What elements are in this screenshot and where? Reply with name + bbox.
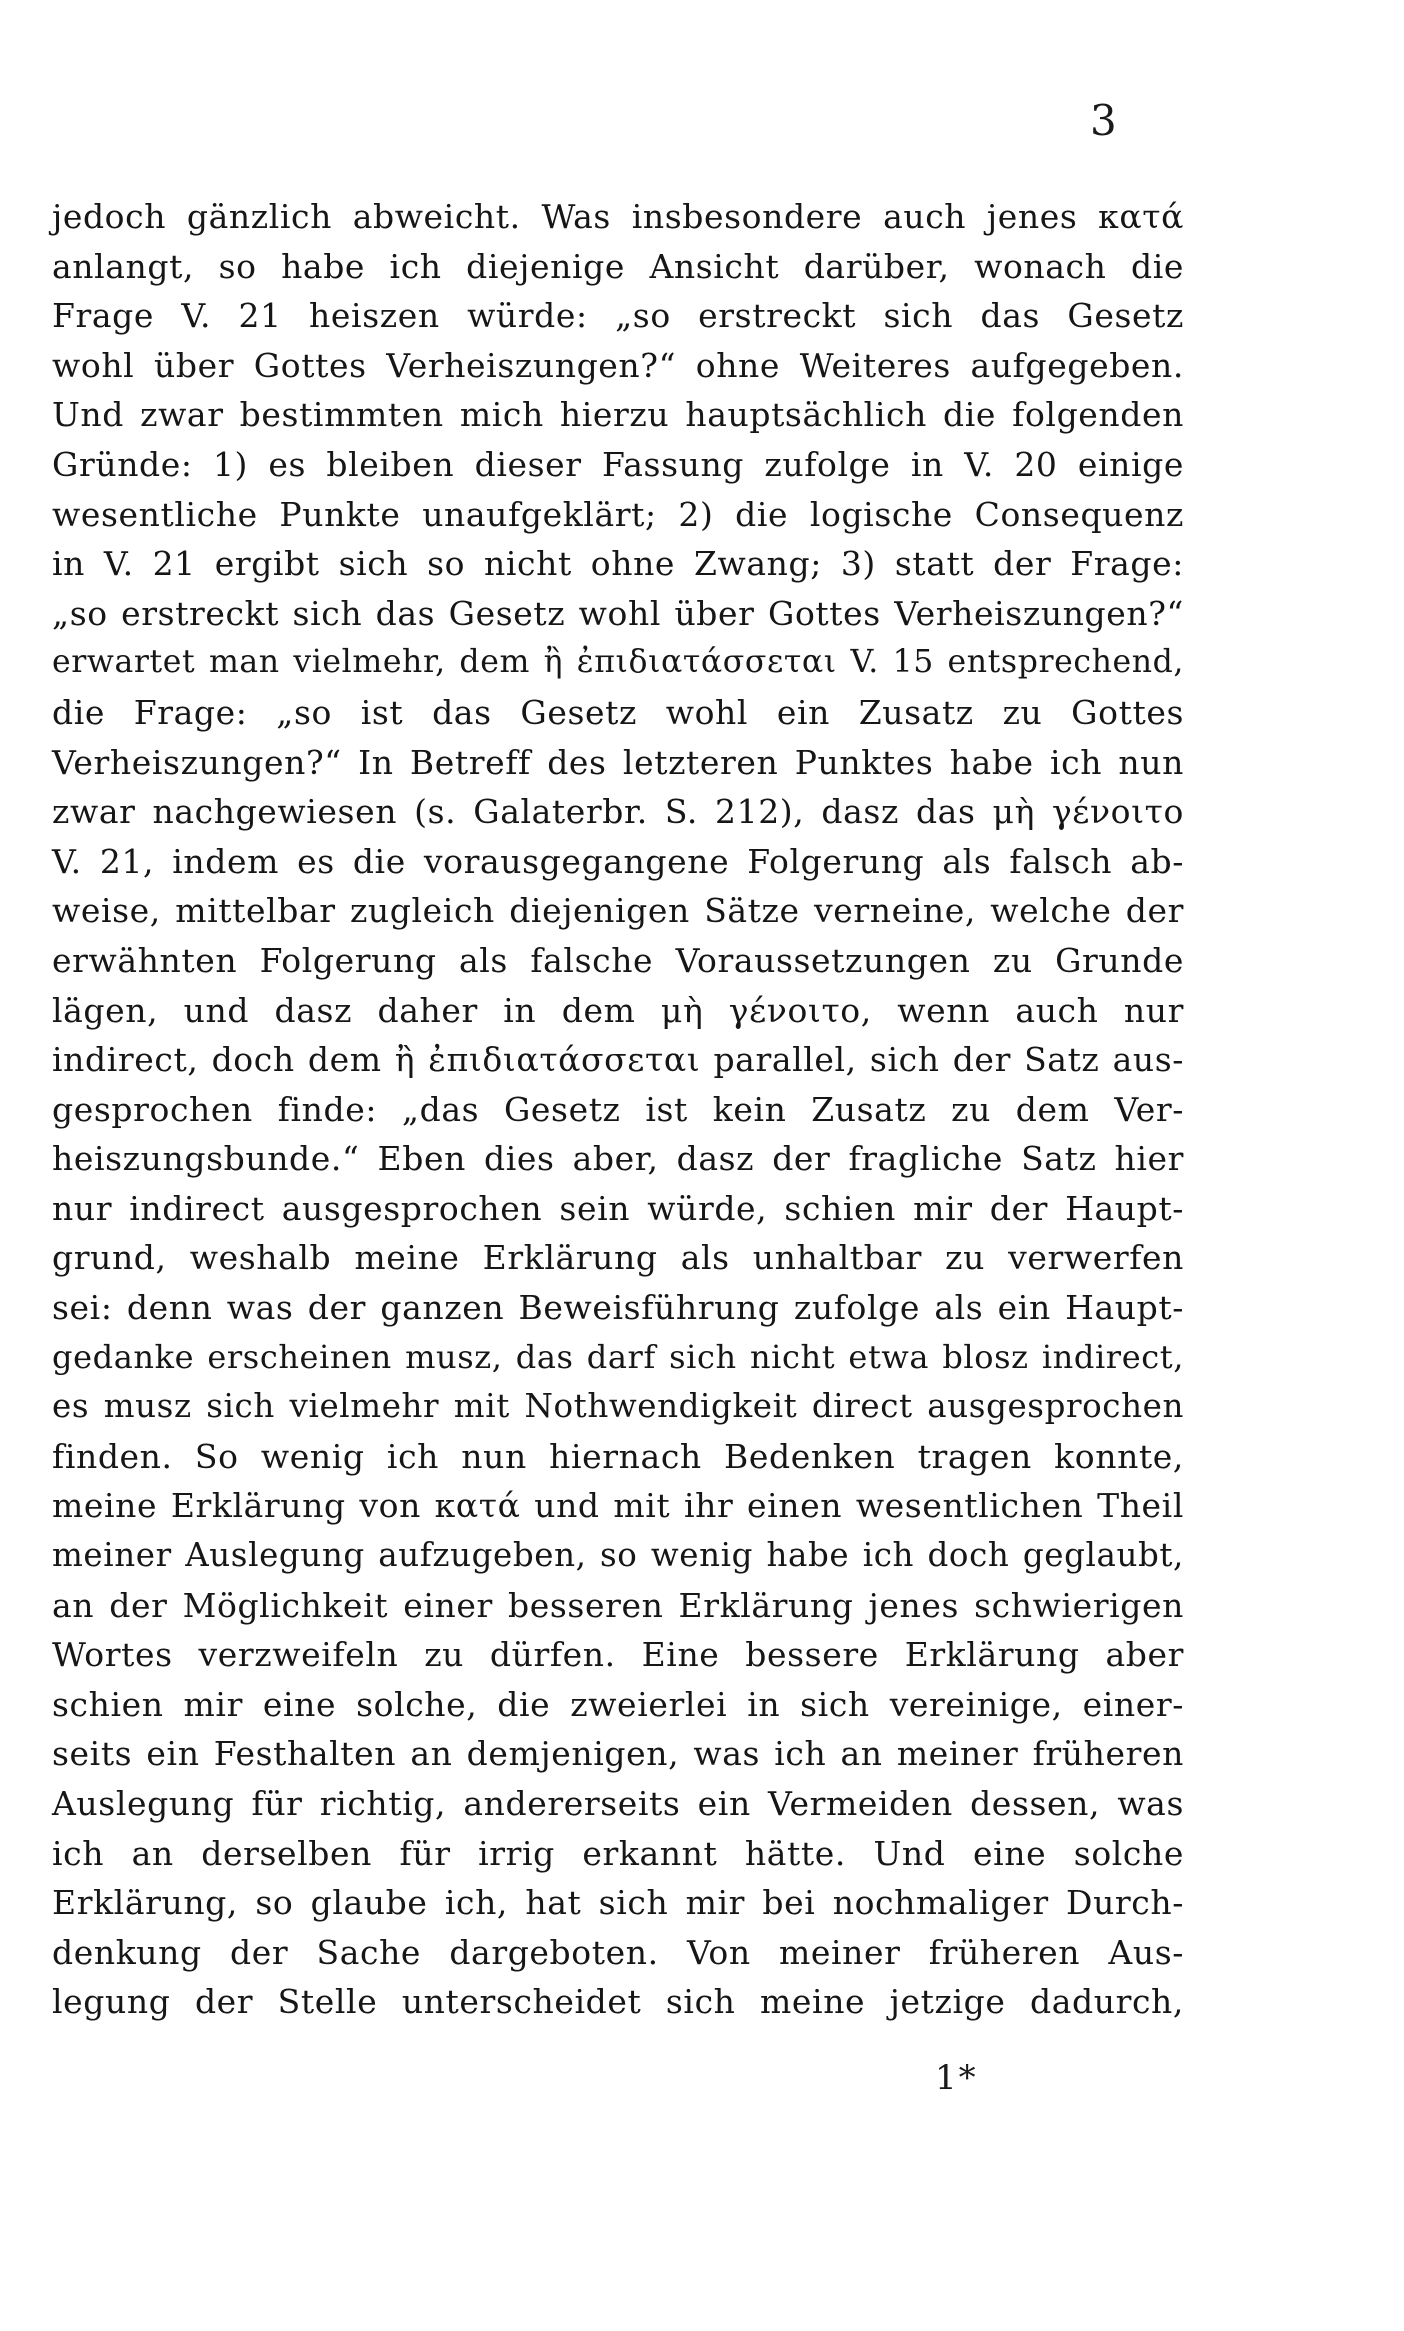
text-line: finden. So wenig ich nun hiernach Bedenken tragen konnte, xyxy=(52,1436,1184,1476)
text-line: Frage V. 21 heiszen würde: „so erstreckt sich das Gesetz xyxy=(52,296,1184,336)
text-line: Wortes verzweifeln zu dürfen. Eine bessere Erklärung aber xyxy=(52,1635,1184,1675)
text-line: an der Möglichkeit einer besseren Erklärung jenes schwierigen xyxy=(52,1585,1184,1625)
text-line: in V. 21 ergibt sich so nicht ohne Zwang; 3) statt der Frage: xyxy=(52,544,1184,584)
text-line: seits ein Festhalten an demjenigen, was ich an meiner früheren xyxy=(52,1734,1184,1774)
text-line: sei: denn was der ganzen Beweisführung zufolge als ein Haupt- xyxy=(52,1288,1184,1328)
text-line: heiszungsbunde.“ Eben dies aber, dasz der fragliche Satz hier xyxy=(52,1139,1184,1179)
text-line: Gründe: 1) es bleiben dieser Fassung zufolge in V. 20 einige xyxy=(52,444,1184,484)
text-line: indirect, doch dem ἢ ἐπιδιατάσσεται parallel, sich der Satz aus- xyxy=(52,1040,1184,1080)
text-line: legung der Stelle unterscheidet sich meine jetzige dadurch, xyxy=(52,1982,1184,2022)
text-line: wohl über Gottes Verheiszungen?“ ohne Weiteres aufgegeben. xyxy=(52,345,1184,385)
text-line: die Frage: „so ist das Gesetz wohl ein Zusatz zu Gottes xyxy=(52,692,1184,732)
text-line: erwartet man vielmehr, dem ἢ ἐπιδιατάσσεται V. 15 entsprechend, xyxy=(52,644,1184,681)
text-line: ich an derselben für irrig erkannt hätte. Und eine solche xyxy=(52,1833,1184,1873)
text-line: „so erstreckt sich das Gesetz wohl über Gottes Verheiszungen?“ xyxy=(52,593,1184,633)
text-line: Auslegung für richtig, andererseits ein Vermeiden dessen, was xyxy=(52,1784,1184,1823)
text-line: anlangt, so habe ich diejenige Ansicht darüber, wonach die xyxy=(52,246,1184,286)
text-line: schien mir eine solche, die zweierlei in sich vereinige, einer- xyxy=(52,1684,1184,1724)
text-line: meiner Auslegung aufzugeben, so wenig habe ich doch geglaubt, xyxy=(52,1536,1184,1575)
text-line: nur indirect ausgesprochen sein würde, schien mir der Haupt- xyxy=(52,1188,1184,1228)
text-line: lägen, und dasz daher in dem μὴ γένοιτο, wenn auch nur xyxy=(52,990,1184,1030)
text-line: zwar nachgewiesen (s. Galaterbr. S. 212), dasz das μὴ γένοιτο xyxy=(52,792,1184,832)
text-line: Und zwar bestimmten mich hierzu hauptsächlich die folgenden xyxy=(52,395,1184,435)
text-line: es musz sich vielmehr mit Nothwendigkeit direct ausgesprochen xyxy=(52,1387,1184,1426)
text-line: V. 21, indem es die vorausgegangene Folgerung als falsch ab- xyxy=(52,841,1184,881)
text-line: gesprochen finde: „das Gesetz ist kein Zusatz zu dem Ver- xyxy=(52,1089,1184,1129)
body-text xyxy=(52,192,1184,2027)
text-line: erwähnten Folgerung als falsche Voraussetzungen zu Grunde xyxy=(52,940,1184,980)
text-line: denkung der Sache dargeboten. Von meiner früheren Aus- xyxy=(52,1932,1184,1972)
text-line: Verheiszungen?“ In Betreff des letzteren Punktes habe ich nun xyxy=(52,742,1184,782)
text-line: jedoch gänzlich abweicht. Was insbesondere auch jenes κατά xyxy=(52,197,1184,236)
text-line: wesentliche Punkte unaufgeklärt; 2) die logische Consequenz xyxy=(52,494,1184,534)
text-line: grund, weshalb meine Erklärung als unhaltbar zu verwerfen xyxy=(52,1238,1184,1278)
text-line: weise, mittelbar zugleich diejenigen Sätze verneine, welche der xyxy=(52,891,1184,931)
page-number: 3 xyxy=(1090,96,1118,145)
text-line: Erklärung, so glaube ich, hat sich mir bei nochmaliger Durch- xyxy=(52,1883,1184,1923)
signature-mark: 1* xyxy=(935,2058,978,2098)
text-line: gedanke erscheinen musz, das darf sich nicht etwa blosz indirect, xyxy=(52,1337,1184,1376)
text-line: meine Erklärung von κατά und mit ihr einen wesentlichen Theil xyxy=(52,1486,1184,1526)
